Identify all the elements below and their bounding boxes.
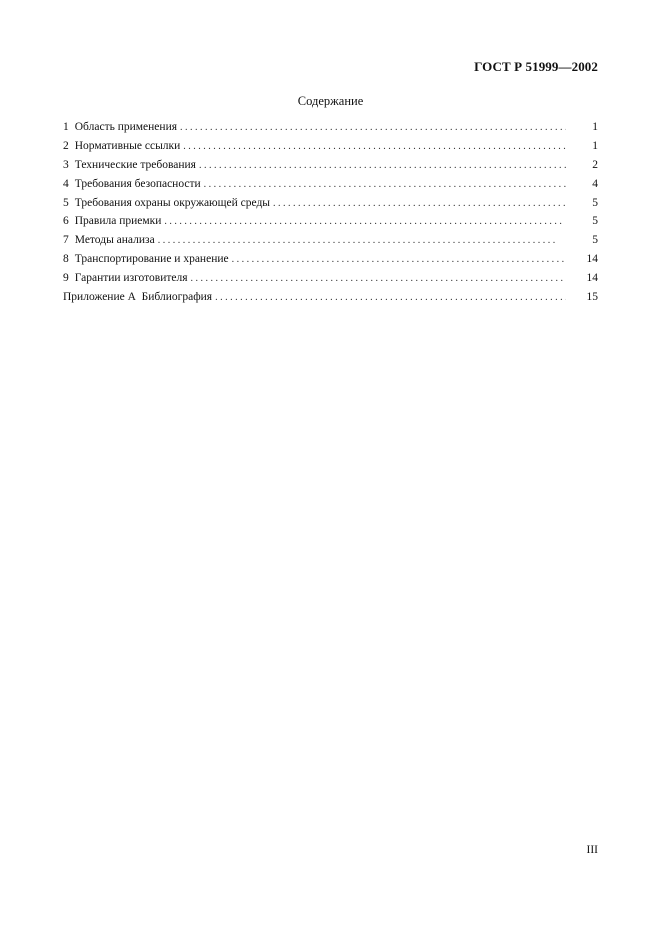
toc-entry-page: 5 (592, 234, 598, 247)
toc-entry-page: 5 (592, 196, 598, 209)
dot-leader (183, 138, 566, 157)
toc-entry-page: 5 (592, 215, 598, 228)
toc-entry-page: 4 (592, 177, 598, 190)
document-code-header: ГОСТ Р 51999—2002 (474, 59, 598, 74)
table-of-contents (63, 118, 598, 307)
toc-entry-number: 1 (63, 121, 69, 133)
toc-entry[interactable] (63, 194, 598, 213)
toc-entry-label: Правила приемки (74, 215, 162, 228)
toc-entry[interactable] (63, 137, 598, 156)
toc-entry-number: 4 (63, 177, 69, 190)
toc-entry[interactable] (63, 118, 598, 137)
toc-entry-page: 2 (592, 158, 598, 171)
toc-entry-label: Область применения (74, 121, 178, 133)
dot-leader (204, 176, 566, 195)
toc-entry[interactable] (63, 231, 598, 250)
toc-entry-label: Приложение А Библиография (63, 291, 213, 304)
toc-entry[interactable] (63, 156, 598, 175)
toc-entry-page: 14 (586, 253, 598, 266)
toc-entry-label: Гарантии изготовителя (74, 272, 188, 285)
dot-leader (164, 213, 566, 232)
dot-leader (215, 289, 566, 308)
toc-entry-number: 5 (63, 196, 69, 209)
toc-entry-page: 15 (586, 291, 598, 304)
toc-entry[interactable] (63, 212, 598, 231)
toc-entry-number: 7 (63, 234, 69, 247)
toc-entry[interactable] (63, 250, 598, 269)
toc-entry-label: Нормативные ссылки (74, 139, 181, 152)
toc-entry[interactable] (63, 269, 598, 288)
dot-leader (199, 157, 566, 176)
dot-leader (191, 270, 566, 289)
toc-entry-label: Требования охраны окружающей среды (74, 196, 271, 209)
toc-entry-label: Требования безопасности (74, 177, 201, 190)
dot-leader (180, 119, 566, 138)
toc-entry-label: Технические требования (74, 158, 196, 171)
toc-entry-label: Транспортирование и хранение (74, 253, 229, 266)
toc-entry-label: Методы анализа (74, 234, 155, 247)
toc-entry-page: 14 (586, 272, 598, 285)
dot-leader (273, 195, 566, 214)
dot-leader (158, 232, 566, 251)
toc-entry-page: 1 (592, 121, 598, 133)
toc-entry-appendix[interactable] (63, 288, 598, 307)
page-number: III (586, 844, 598, 856)
toc-title: Содержание (297, 94, 364, 108)
toc-entry-number: 2 (63, 139, 69, 152)
toc-entry[interactable] (63, 175, 598, 194)
dot-leader (232, 251, 566, 270)
toc-entry-number: 3 (63, 158, 69, 171)
toc-entry-number: 6 (63, 215, 69, 228)
toc-entry-number: 8 (63, 253, 69, 266)
toc-entry-page: 1 (592, 139, 598, 152)
toc-entry-number: 9 (63, 272, 69, 285)
